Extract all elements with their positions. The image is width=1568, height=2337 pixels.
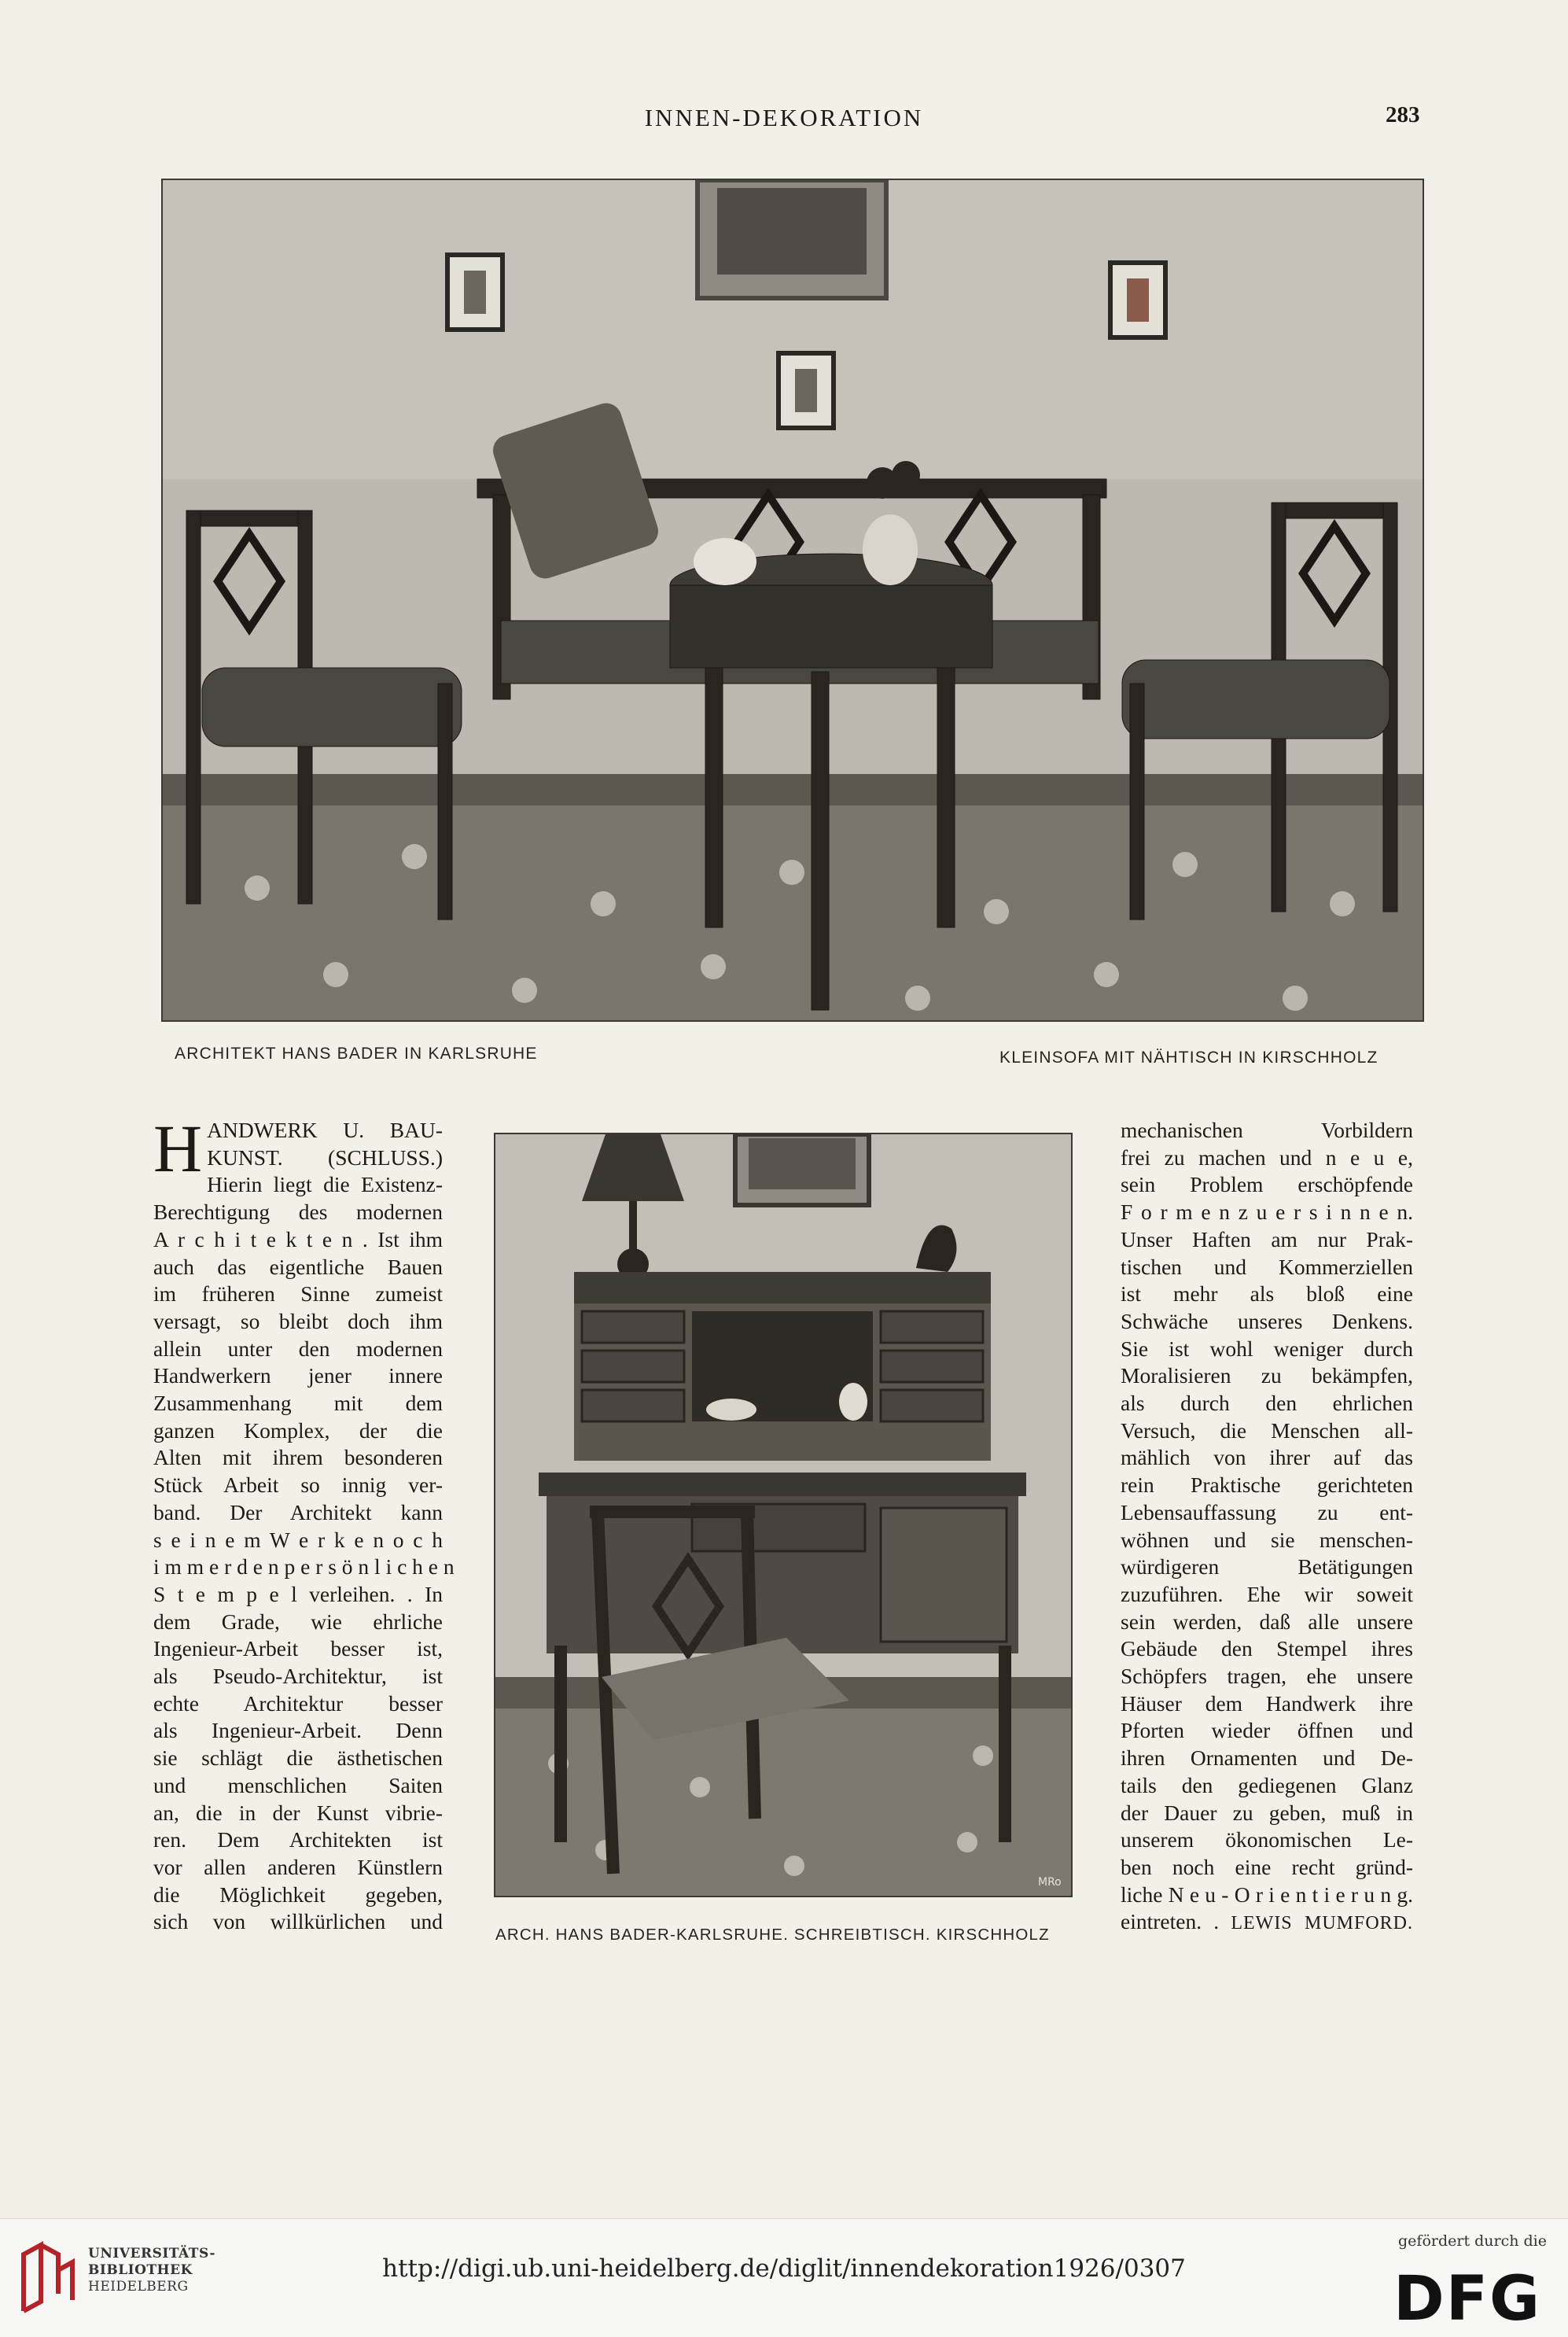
text-line: tails den gediegenen Glanz bbox=[1121, 1772, 1413, 1797]
article-left-column bbox=[153, 1111, 455, 1936]
text-line: echte Architektur besser bbox=[153, 1690, 443, 1716]
text-line: Versuch, die Menschen all- bbox=[1121, 1417, 1413, 1443]
text-line: der Dauer zu geben, muß in bbox=[1121, 1800, 1413, 1825]
text-line: allein unter den modernen bbox=[153, 1336, 443, 1361]
last-line-text: eintreten. . bbox=[1121, 1909, 1220, 1934]
library-line-3: HEIDELBERG bbox=[88, 2279, 189, 2295]
funding-note: gefördert durch die bbox=[1398, 2232, 1548, 2250]
text-line: Sie ist wohl weniger durch bbox=[1121, 1336, 1413, 1361]
text-line: i m m e r d e n p e r s ö n l i c h e n bbox=[153, 1554, 455, 1580]
middle-photo-writing-desk bbox=[494, 1133, 1073, 1897]
text-line: s e i n e m W e r k e n o c h bbox=[153, 1527, 443, 1552]
article-right-column bbox=[1121, 1117, 1413, 1937]
middle-photo-caption: ARCH. HANS BADER-KARLSRUHE. SCHREIBTISCH. KIRSCHHOLZ bbox=[495, 1926, 1050, 1944]
text-line: auch das eigentliche Bauen bbox=[153, 1254, 443, 1279]
text-line: und menschlichen Saiten bbox=[153, 1772, 443, 1797]
text-line: F o r m e n z u e r s i n n e n. bbox=[1121, 1200, 1413, 1225]
text-line: als durch den ehrlichen bbox=[1121, 1391, 1413, 1416]
text-line: Gebäude den Stempel ihres bbox=[1121, 1636, 1413, 1661]
text-line: würdigeren Betätigungen bbox=[1121, 1554, 1413, 1580]
text-line: versagt, so bleibt doch ihm bbox=[153, 1308, 443, 1333]
text-line: sein Problem erschöpfende bbox=[1121, 1172, 1413, 1197]
text-line: Häuser dem Handwerk ihre bbox=[1121, 1690, 1413, 1716]
writing-desk-illustration bbox=[495, 1134, 1071, 1896]
top-photo-caption-right: KLEINSOFA MIT NÄHTISCH IN KIRSCHHOLZ bbox=[999, 1049, 1378, 1067]
text-line: rein Praktische gerichteten bbox=[1121, 1473, 1413, 1498]
running-title: INNEN-DEKORATION bbox=[644, 104, 924, 131]
text-line: mechanischen Vorbildern bbox=[1121, 1118, 1413, 1142]
text-line: S t e m p e l verleihen. . In bbox=[153, 1581, 443, 1606]
text-line: Lebensauffassung zu ent- bbox=[1121, 1499, 1413, 1524]
article-author: LEWIS MUMFORD. bbox=[1231, 1913, 1414, 1934]
text-line: frei zu machen und n e u e, bbox=[1121, 1145, 1413, 1170]
article-last-line bbox=[1121, 1908, 1413, 1937]
article-dropcap: H bbox=[153, 1111, 203, 1186]
text-line: Hierin liegt die Existenz- bbox=[207, 1172, 443, 1197]
text-line: sie schlägt die ästhetischen bbox=[153, 1745, 443, 1771]
text-line: vor allen anderen Künstlern bbox=[153, 1854, 443, 1879]
text-line: ANDWERK U. BAU- bbox=[207, 1118, 443, 1142]
text-line: mählich von ihrer auf das bbox=[1121, 1445, 1413, 1470]
text-line: Handwerkern jener innere bbox=[153, 1363, 443, 1388]
text-line: KUNST. (SCHLUSS.) bbox=[207, 1145, 443, 1170]
text-line: Unser Haften am nur Prak- bbox=[1121, 1226, 1413, 1251]
top-photo-caption-left: ARCHITEKT HANS BADER IN KARLSRUHE bbox=[175, 1045, 538, 1063]
text-line: liche N e u - O r i e n t i e r u n g. bbox=[1121, 1882, 1413, 1907]
text-line: im früheren Sinne zumeist bbox=[153, 1281, 443, 1307]
digitization-url-link[interactable]: http://digi.ub.uni-heidelberg.de/diglit/innendekoration1926/0307 bbox=[382, 2254, 1186, 2283]
sofa-set-illustration bbox=[163, 180, 1423, 1020]
dfg-logo: DFG bbox=[1393, 2264, 1542, 2335]
text-line: Schwäche unseres Denkens. bbox=[1121, 1308, 1413, 1333]
library-line-2: BIBLIOTHEK bbox=[88, 2262, 193, 2278]
text-line: zuzuführen. Ehe wir soweit bbox=[1121, 1581, 1413, 1606]
text-line: Schöpfers tragen, ehe unsere bbox=[1121, 1664, 1413, 1689]
text-line: Ingenieur-Arbeit besser ist, bbox=[153, 1636, 443, 1661]
photo-monogram: MRo bbox=[1038, 1876, 1062, 1889]
text-line: sich von willkürlichen und bbox=[153, 1909, 443, 1934]
text-line: Alten mit ihrem besonderen bbox=[153, 1445, 443, 1470]
text-line: tischen und Kommerziellen bbox=[1121, 1254, 1413, 1279]
text-line: Moralisieren zu bekämpfen, bbox=[1121, 1363, 1413, 1388]
text-line: als Pseudo-Architektur, ist bbox=[153, 1664, 443, 1689]
library-line-1: UNIVERSITÄTS- bbox=[88, 2246, 215, 2261]
text-line: an, die in der Kunst vibrie- bbox=[153, 1800, 443, 1825]
text-line: ben noch eine recht gründ- bbox=[1121, 1854, 1413, 1879]
text-line: A r c h i t e k t e n . Ist ihm bbox=[153, 1226, 443, 1251]
text-line: als Ingenieur-Arbeit. Denn bbox=[153, 1718, 443, 1743]
text-line: unserem ökonomischen Le- bbox=[1121, 1827, 1413, 1852]
top-photo-sofa-set bbox=[161, 179, 1424, 1022]
text-line: ganzen Komplex, der die bbox=[153, 1417, 443, 1443]
text-line: die Möglichkeit gegeben, bbox=[153, 1882, 443, 1907]
text-line: ihren Ornamenten und De- bbox=[1121, 1745, 1413, 1771]
text-line: ist mehr als bloß eine bbox=[1121, 1281, 1413, 1307]
text-line: Stück Arbeit so innig ver- bbox=[153, 1473, 443, 1498]
text-line: dem Grade, wie ehrliche bbox=[153, 1609, 443, 1634]
text-line: ren. Dem Architekten ist bbox=[153, 1827, 443, 1852]
text-line: band. Der Architekt kann bbox=[153, 1499, 443, 1524]
text-line: sein werden, daß alle unsere bbox=[1121, 1609, 1413, 1634]
page-number: 283 bbox=[1386, 102, 1420, 127]
text-line: wöhnen und sie menschen- bbox=[1121, 1527, 1413, 1552]
text-line: Berechtigung des modernen bbox=[153, 1200, 443, 1225]
text-line: Zusammenhang mit dem bbox=[153, 1391, 443, 1416]
text-line: Pforten wieder öffnen und bbox=[1121, 1718, 1413, 1743]
